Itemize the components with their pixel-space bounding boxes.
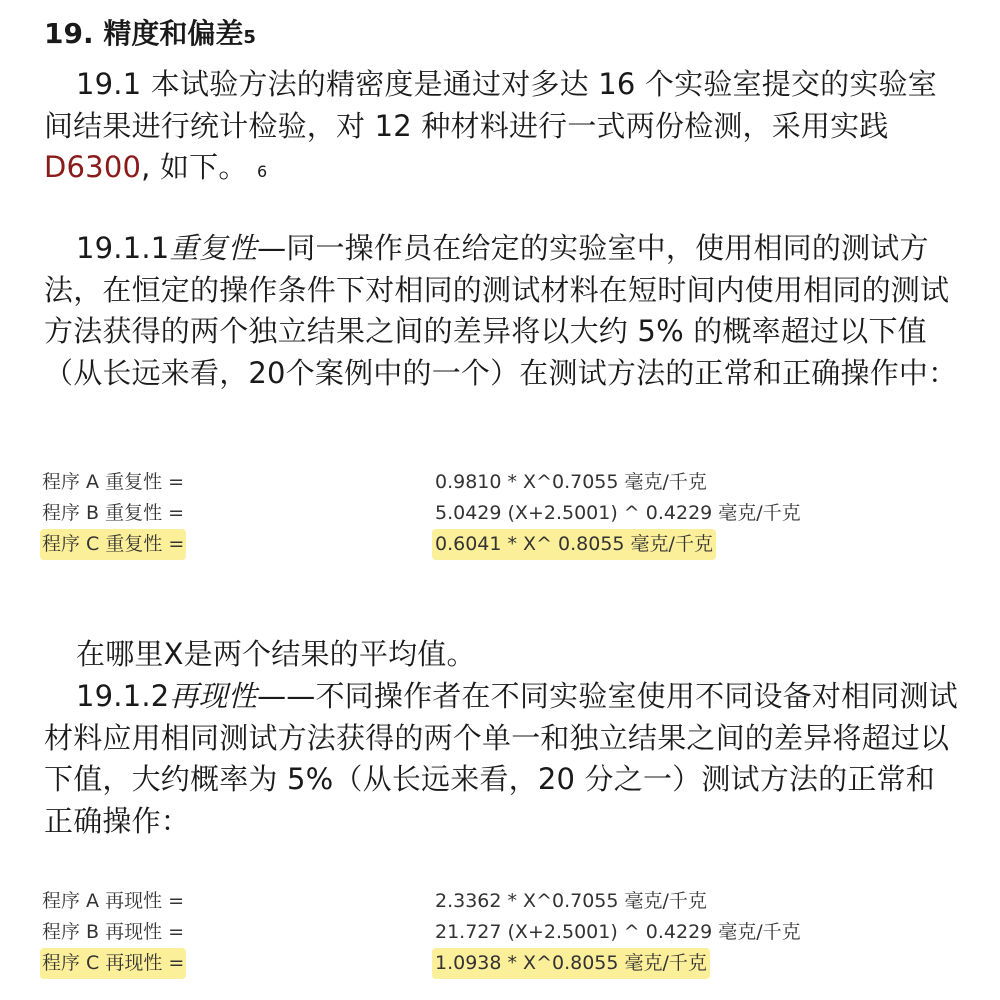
formula-value: 21.727 (X+2.5001) ^ 0.4229 毫克/千克 [435, 921, 801, 943]
formula-label: 程序 A 再现性 = [42, 890, 185, 912]
term-repeatability: 重复性 [169, 231, 258, 265]
formula-row-c [40, 529, 960, 560]
formula-label: 程序 B 重复性 = [42, 502, 185, 524]
paragraph-19-1-1-text: —同一操作员在给定的实验室中，使用相同的测试方法，在恒定的操作条件下对相同的测试材料在短时间内使用相同的测试方法获得的两个独立结果之间的差异将以大约 5% 的概率超过以下值（从长远来看，20个案例中的一个）在测试方法的正常和正确操作中： [44, 231, 958, 390]
formula-value-highlighted: 1.0938 * X^0.8055 毫克/千克 [432, 948, 710, 979]
formula-value: 2.3362 * X^0.7055 毫克/千克 [435, 890, 707, 912]
formula-value: 5.0429 (X+2.5001) ^ 0.4229 毫克/千克 [435, 502, 801, 524]
formula-label: 程序 A 重复性 = [42, 471, 185, 493]
formula-row-b [40, 917, 960, 948]
paragraph-19-1-2 [44, 676, 964, 842]
reproducibility-formulas [40, 886, 960, 979]
formula-value-highlighted: 0.6041 * X^ 0.8055 毫克/千克 [432, 529, 716, 560]
formula-row-a [40, 886, 960, 917]
d6300-link[interactable]: D6300 [44, 150, 142, 184]
term-reproducibility: 再现性 [169, 679, 258, 713]
repeatability-formulas [40, 467, 960, 560]
paragraph-19-1-2-text: ——不同操作者在不同实验室使用不同设备对相同测试材料应用相同测试方法获得的两个单一和独立结果之间的差异将超过以下值，大约概率为 5%（从长远来看，20 分之一）测试方法的正常和正确操作： [44, 679, 958, 838]
section-title-text: 19. 精度和偏差 [44, 17, 244, 50]
paragraph-19-1-tail: , 如下。 [141, 150, 248, 184]
footnote-mark-6: 6 [257, 162, 268, 181]
formula-row-b [40, 498, 960, 529]
paragraph-19-1-1-number: 19.1.1 [76, 231, 170, 265]
paragraph-x-definition [44, 634, 964, 676]
formula-value: 0.9810 * X^0.7055 毫克/千克 [435, 471, 707, 493]
paragraph-19-1 [44, 64, 964, 193]
formula-label-highlighted: 程序 C 重复性 = [40, 529, 186, 560]
formula-row-a [40, 467, 960, 498]
formula-label: 程序 B 再现性 = [42, 921, 185, 943]
section-title [44, 14, 256, 58]
x-definition-text: 在哪里X是两个结果的平均值。 [76, 637, 476, 671]
formula-row-c [40, 948, 960, 979]
formula-label-highlighted: 程序 C 再现性 = [40, 948, 186, 979]
paragraph-19-1-text: 19.1 本试验方法的精密度是通过对多达 16 个实验室提交的实验室间结果进行统计检验，对 12 种材料进行一式两份检测，采用实践 [44, 67, 937, 143]
footnote-mark-5: 5 [243, 27, 256, 48]
paragraph-19-1-1 [44, 228, 964, 394]
paragraph-19-1-2-number: 19.1.2 [76, 679, 170, 713]
